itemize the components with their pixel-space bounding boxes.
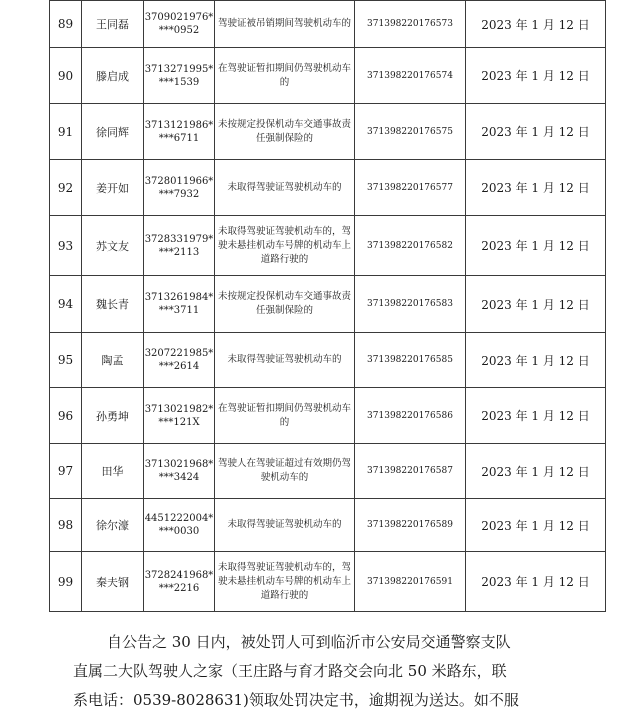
id-number-cell	[144, 160, 215, 216]
id-number-line-1: 3713021982*	[144, 403, 214, 415]
date-cell: 2023 年 1 月 12 日	[466, 216, 606, 276]
name-cell: 秦夫钢	[82, 552, 144, 612]
id-number-line-2: ***2216	[158, 582, 200, 594]
table-row	[50, 216, 606, 276]
violation-cell: 驾驶人在驾驶证超过有效期仍驾驶机动车的	[215, 444, 355, 499]
name-cell: 田华	[82, 444, 144, 499]
table-row	[50, 499, 606, 552]
violation-cell: 未取得驾驶证驾驶机动车的	[215, 333, 355, 388]
name-cell: 王同磊	[82, 1, 144, 48]
row-number-cell: 99	[50, 552, 82, 612]
id-number-cell	[144, 1, 215, 48]
decision-number-cell: 371398220176587	[355, 444, 466, 499]
table-row	[50, 1, 606, 48]
violation-cell: 未取得驾驶证驾驶机动车的，驾驶未悬挂机动车号牌的机动车上道路行驶的	[215, 216, 355, 276]
id-number-cell	[144, 388, 215, 444]
table-row	[50, 104, 606, 160]
date-cell: 2023 年 1 月 12 日	[466, 160, 606, 216]
decision-number-cell: 371398220176583	[355, 276, 466, 333]
id-number-cell	[144, 333, 215, 388]
violation-cell: 在驾驶证暂扣期间仍驾驶机动车的	[215, 388, 355, 444]
name-cell: 徐尔濠	[82, 499, 144, 552]
id-number-line-2: ***0030	[158, 526, 200, 537]
name-cell: 姜开如	[82, 160, 144, 216]
date-cell: 2023 年 1 月 12 日	[466, 276, 606, 333]
row-number-cell: 97	[50, 444, 82, 499]
decision-number-cell: 371398220176589	[355, 499, 466, 552]
id-number-cell	[144, 444, 215, 499]
date-cell: 2023 年 1 月 12 日	[466, 48, 606, 104]
date-cell: 2023 年 1 月 12 日	[466, 333, 606, 388]
penalty-table	[49, 0, 606, 612]
row-number-cell: 95	[50, 333, 82, 388]
id-number-line-1: 3713121986*	[144, 119, 214, 131]
row-number-cell: 98	[50, 499, 82, 552]
notice-paragraph	[0, 628, 640, 715]
id-number-line-2: ***6711	[158, 132, 200, 144]
table-row	[50, 160, 606, 216]
violation-cell: 未取得驾驶证驾驶机动车的	[215, 160, 355, 216]
id-number-line-1: 3713021968*	[144, 459, 214, 470]
row-number-cell: 94	[50, 276, 82, 333]
decision-number-cell: 371398220176585	[355, 333, 466, 388]
name-cell: 苏文友	[82, 216, 144, 276]
decision-number-cell: 371398220176575	[355, 104, 466, 160]
id-number-line-1: 3713261984*	[144, 292, 214, 303]
decision-number-cell: 371398220176582	[355, 216, 466, 276]
date-cell: 2023 年 1 月 12 日	[466, 444, 606, 499]
row-number-cell: 96	[50, 388, 82, 444]
table-row	[50, 333, 606, 388]
row-number-cell: 90	[50, 48, 82, 104]
id-number-line-1: 3728241968*	[144, 569, 214, 581]
id-number-line-1: 4451222004*	[144, 513, 214, 524]
notice-line-3: 系电话：0539-8028631)领取处罚决定书，逾期视为送达。如不服	[73, 691, 519, 709]
name-cell: 滕启成	[82, 48, 144, 104]
decision-number-cell: 371398220176574	[355, 48, 466, 104]
violation-cell: 未按规定投保机动车交通事故责任强制保险的	[215, 276, 355, 333]
id-number-line-2: ***0952	[158, 25, 200, 36]
row-number-cell: 91	[50, 104, 82, 160]
violation-cell: 驾驶证被吊销期间驾驶机动车的	[215, 1, 355, 48]
id-number-line-1: 3728011966*	[144, 175, 214, 187]
id-number-cell	[144, 276, 215, 333]
id-number-cell	[144, 104, 215, 160]
row-number-cell: 93	[50, 216, 82, 276]
id-number-line-2: ***121X	[158, 416, 200, 428]
id-number-line-2: ***1539	[158, 76, 200, 88]
table-row	[50, 552, 606, 612]
penalty-table-body	[50, 1, 606, 612]
row-number-cell: 92	[50, 160, 82, 216]
date-cell: 2023 年 1 月 12 日	[466, 388, 606, 444]
id-number-cell	[144, 499, 215, 552]
name-cell: 陶孟	[82, 333, 144, 388]
date-cell: 2023 年 1 月 12 日	[466, 499, 606, 552]
id-number-line-2: ***3711	[158, 305, 200, 316]
id-number-line-1: 3709021976*	[144, 12, 214, 23]
decision-number-cell: 371398220176586	[355, 388, 466, 444]
id-number-line-2: ***3424	[158, 472, 200, 483]
date-cell: 2023 年 1 月 12 日	[466, 104, 606, 160]
name-cell: 孙勇坤	[82, 388, 144, 444]
violation-cell: 在驾驶证暂扣期间仍驾驶机动车的	[215, 48, 355, 104]
table-row	[50, 388, 606, 444]
violation-cell: 未取得驾驶证驾驶机动车的，驾驶未悬挂机动车号牌的机动车上道路行驶的	[215, 552, 355, 612]
id-number-line-1: 3713271995*	[144, 63, 214, 75]
id-number-cell	[144, 552, 215, 612]
id-number-line-2: ***2614	[158, 361, 200, 372]
date-cell: 2023 年 1 月 12 日	[466, 1, 606, 48]
id-number-cell	[144, 48, 215, 104]
notice-line-2: 直属二大队驾驶人之家（王庄路与育才路交会向北 50 米路东，联	[73, 662, 507, 680]
decision-number-cell: 371398220176573	[355, 1, 466, 48]
table-row	[50, 48, 606, 104]
name-cell: 徐同辉	[82, 104, 144, 160]
table-row	[50, 444, 606, 499]
row-number-cell: 89	[50, 1, 82, 48]
violation-cell: 未取得驾驶证驾驶机动车的	[215, 499, 355, 552]
violation-cell: 未按规定投保机动车交通事故责任强制保险的	[215, 104, 355, 160]
decision-number-cell: 371398220176591	[355, 552, 466, 612]
decision-number-cell: 371398220176577	[355, 160, 466, 216]
id-number-line-1: 3207221985*	[144, 348, 214, 359]
date-cell: 2023 年 1 月 12 日	[466, 552, 606, 612]
id-number-line-1: 3728331979*	[144, 233, 214, 245]
id-number-cell	[144, 216, 215, 276]
id-number-line-2: ***7932	[158, 188, 200, 200]
notice-line-1: 自公告之 30 日内，被处罚人可到临沂市公安局交通警察支队	[107, 633, 511, 651]
name-cell: 魏长青	[82, 276, 144, 333]
table-row	[50, 276, 606, 333]
id-number-line-2: ***2113	[158, 246, 200, 258]
